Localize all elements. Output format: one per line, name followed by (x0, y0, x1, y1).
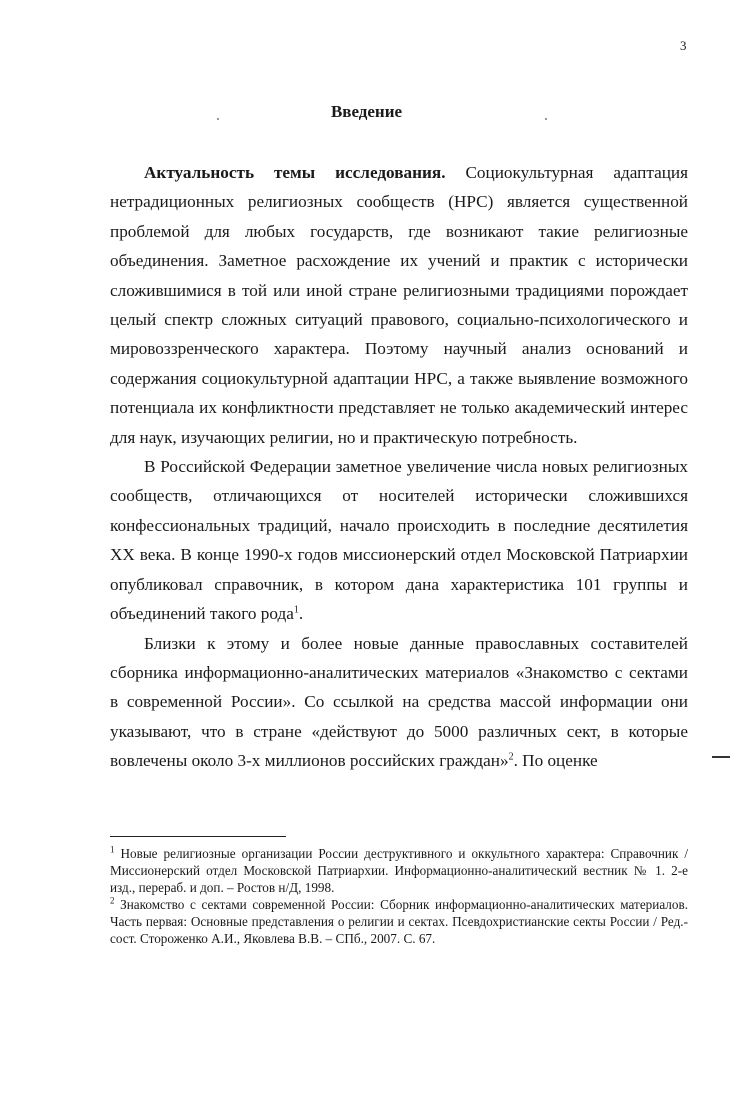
paragraph-text: Близки к этому и более новые данные православных составителей сборника информационно-аналитических материалов «Знакомство с сектами в современной России». Со ссылкой на средства массой информации они указывают, что в стране «действуют до 5000 различных сект, в которые вовлечены около 3-х миллионов российских граждан» (110, 633, 688, 771)
footnote-mark: 1 (110, 844, 115, 855)
page-number: 3 (680, 38, 687, 53)
footnote-text: Знакомство с сектами современной России: Сборник информационно-аналитических материалов. Часть первая: Основные представления о религии и сектах. Псевдохристианские секты России / Ред.-сост. Стороженко А.И., Яковлева В.В. – СПб., 2007. С. 67. (110, 897, 688, 946)
body-text (110, 158, 688, 776)
footnote-mark: 2 (110, 895, 115, 906)
paragraph-text: Социокультурная адаптация нетрадиционных религиозных сообществ (НРС) является существенной проблемой для любых государств, где возникают такие религиозные объединения. Заметное расхождение их учений и практик с исторически сложившимися в той или иной стране религиозными традициями порождает целый спектр сложных ситуаций правового, социально-психологического и мировоззренческого характера. Поэтому научный анализ оснований и содержания социокультурной адаптации НРС, а также выявление возможного потенциала их конфликтности представляет не только академический интерес для наук, изучающих религии, но и практическую потребность. (110, 163, 688, 447)
paragraph-text: В Российской Федерации заметное увеличение числа новых религиозных сообществ, отличающихся от носителей исторически сложившихся конфессиональных традиций, начало происходить в последние десятилетия XX века. В конце 1990-х годов миссионерский отдел Московской Патриархии опубликовал справочник, в котором дана характеристика 101 группы и объединений такого рода (110, 457, 688, 624)
scan-speck (217, 118, 219, 120)
paragraph-orthodox-data (110, 629, 688, 776)
paragraph-tail: . По оценке (513, 751, 598, 771)
footnote-reference[interactable]: 1 (293, 604, 299, 616)
footnote-text: Новые религиозные организации России деструктивного и оккультного характера: Справочник / Миссионерский отдел Московской Патриархии. Информационно-аналитический вестник № 1. 2-е изд., перераб. и доп. – Ростов н/Д, 1998. (110, 846, 688, 895)
scan-speck (545, 118, 547, 120)
footnote-2 (110, 896, 688, 947)
footnote-divider (110, 836, 286, 837)
footnote-reference[interactable]: 2 (508, 751, 514, 763)
page-title: Введение (330, 102, 403, 121)
footnotes (110, 845, 688, 947)
footnote-1 (110, 845, 688, 896)
paragraph-lead: Актуальность темы исследования. (144, 163, 446, 182)
paragraph-tail: . (298, 604, 304, 624)
margin-mark (712, 756, 730, 758)
paragraph-relevance (110, 158, 688, 452)
paragraph-russian-federation (110, 452, 688, 628)
